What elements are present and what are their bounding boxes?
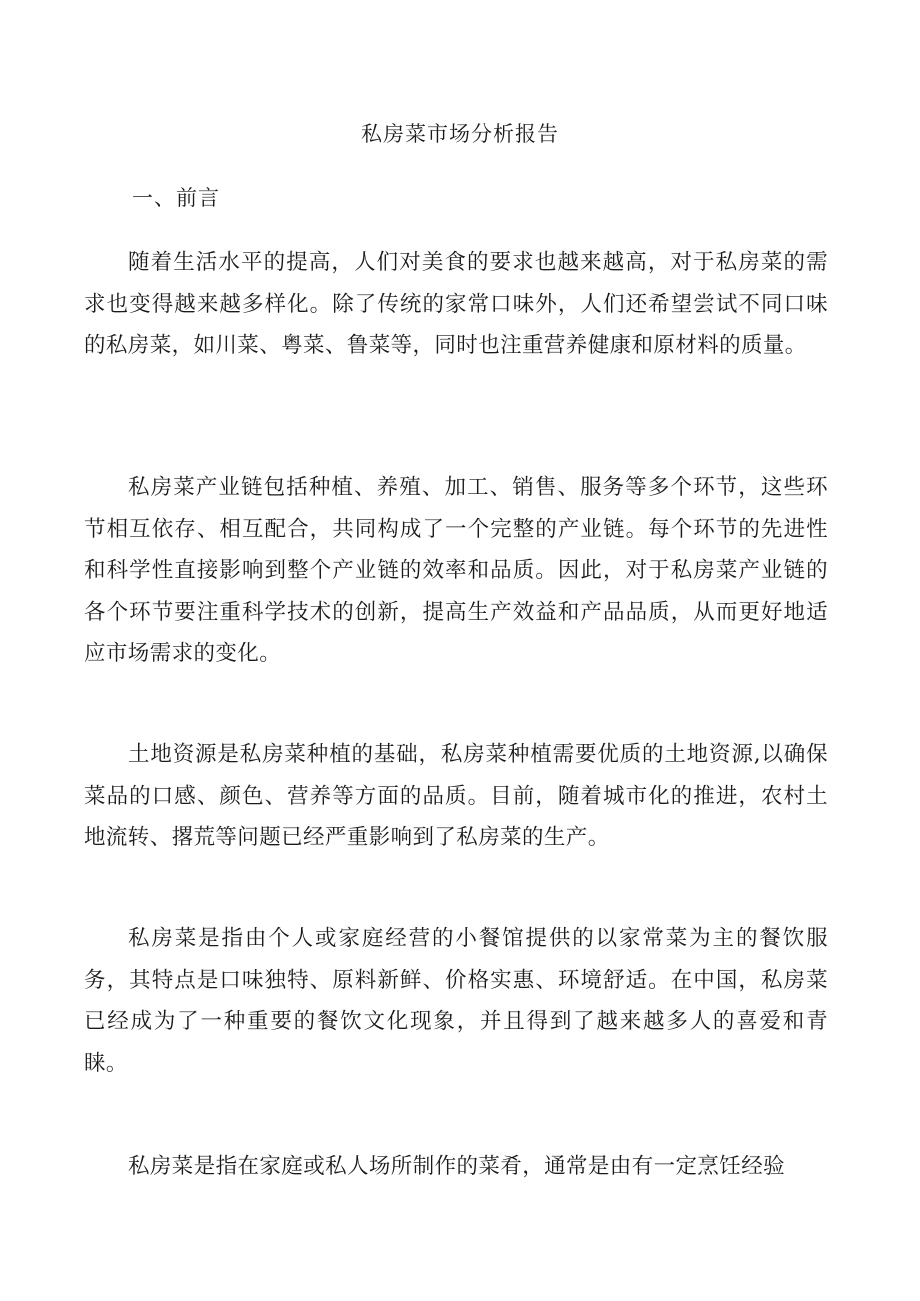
document-title: 私房菜市场分析报告 bbox=[361, 122, 559, 146]
paragraph-3: 土地资源是私房菜种植的基础，私房菜种植需要优质的土地资源,以确保菜品的口感、颜色、营养等方面的品质。目前，随着城市化的推进，农村土地流转、撂荒等问题已经严重影响到了私房菜的生产。 bbox=[84, 742, 828, 850]
paragraph-5: 私房菜是指在家庭或私人场所制作的菜肴，通常是由有一定烹饪经验 bbox=[128, 1154, 786, 1179]
paragraph-1: 随着生活水平的提高，人们对美食的要求也越来越高，对于私房菜的需求也变得越来越多样化。除了传统的家常口味外，人们还希望尝试不同口味的私房菜，如川菜、粤菜、鲁菜等，同时也注重营养健康和原材料的质量。 bbox=[84, 250, 828, 358]
section-heading-preface: 一、前言 bbox=[132, 186, 220, 210]
paragraph-4: 私房菜是指由个人或家庭经营的小餐馆提供的以家常菜为主的餐饮服务，其特点是口味独特、原料新鲜、价格实惠、环境舒适。在中国，私房菜已经成为了一种重要的餐饮文化现象，并且得到了越来越多人的喜爱和青睐。 bbox=[84, 926, 828, 1076]
paragraph-2: 私房菜产业链包括种植、养殖、加工、销售、服务等多个环节，这些环节相互依存、相互配合，共同构成了一个完整的产业链。每个环节的先进性和科学性直接影响到整个产业链的效率和品质。因此，对于私房菜产业链的各个环节要注重科学技术的创新，提高生产效益和产品品质，从而更好地适应市场需求的变化。 bbox=[84, 475, 828, 666]
